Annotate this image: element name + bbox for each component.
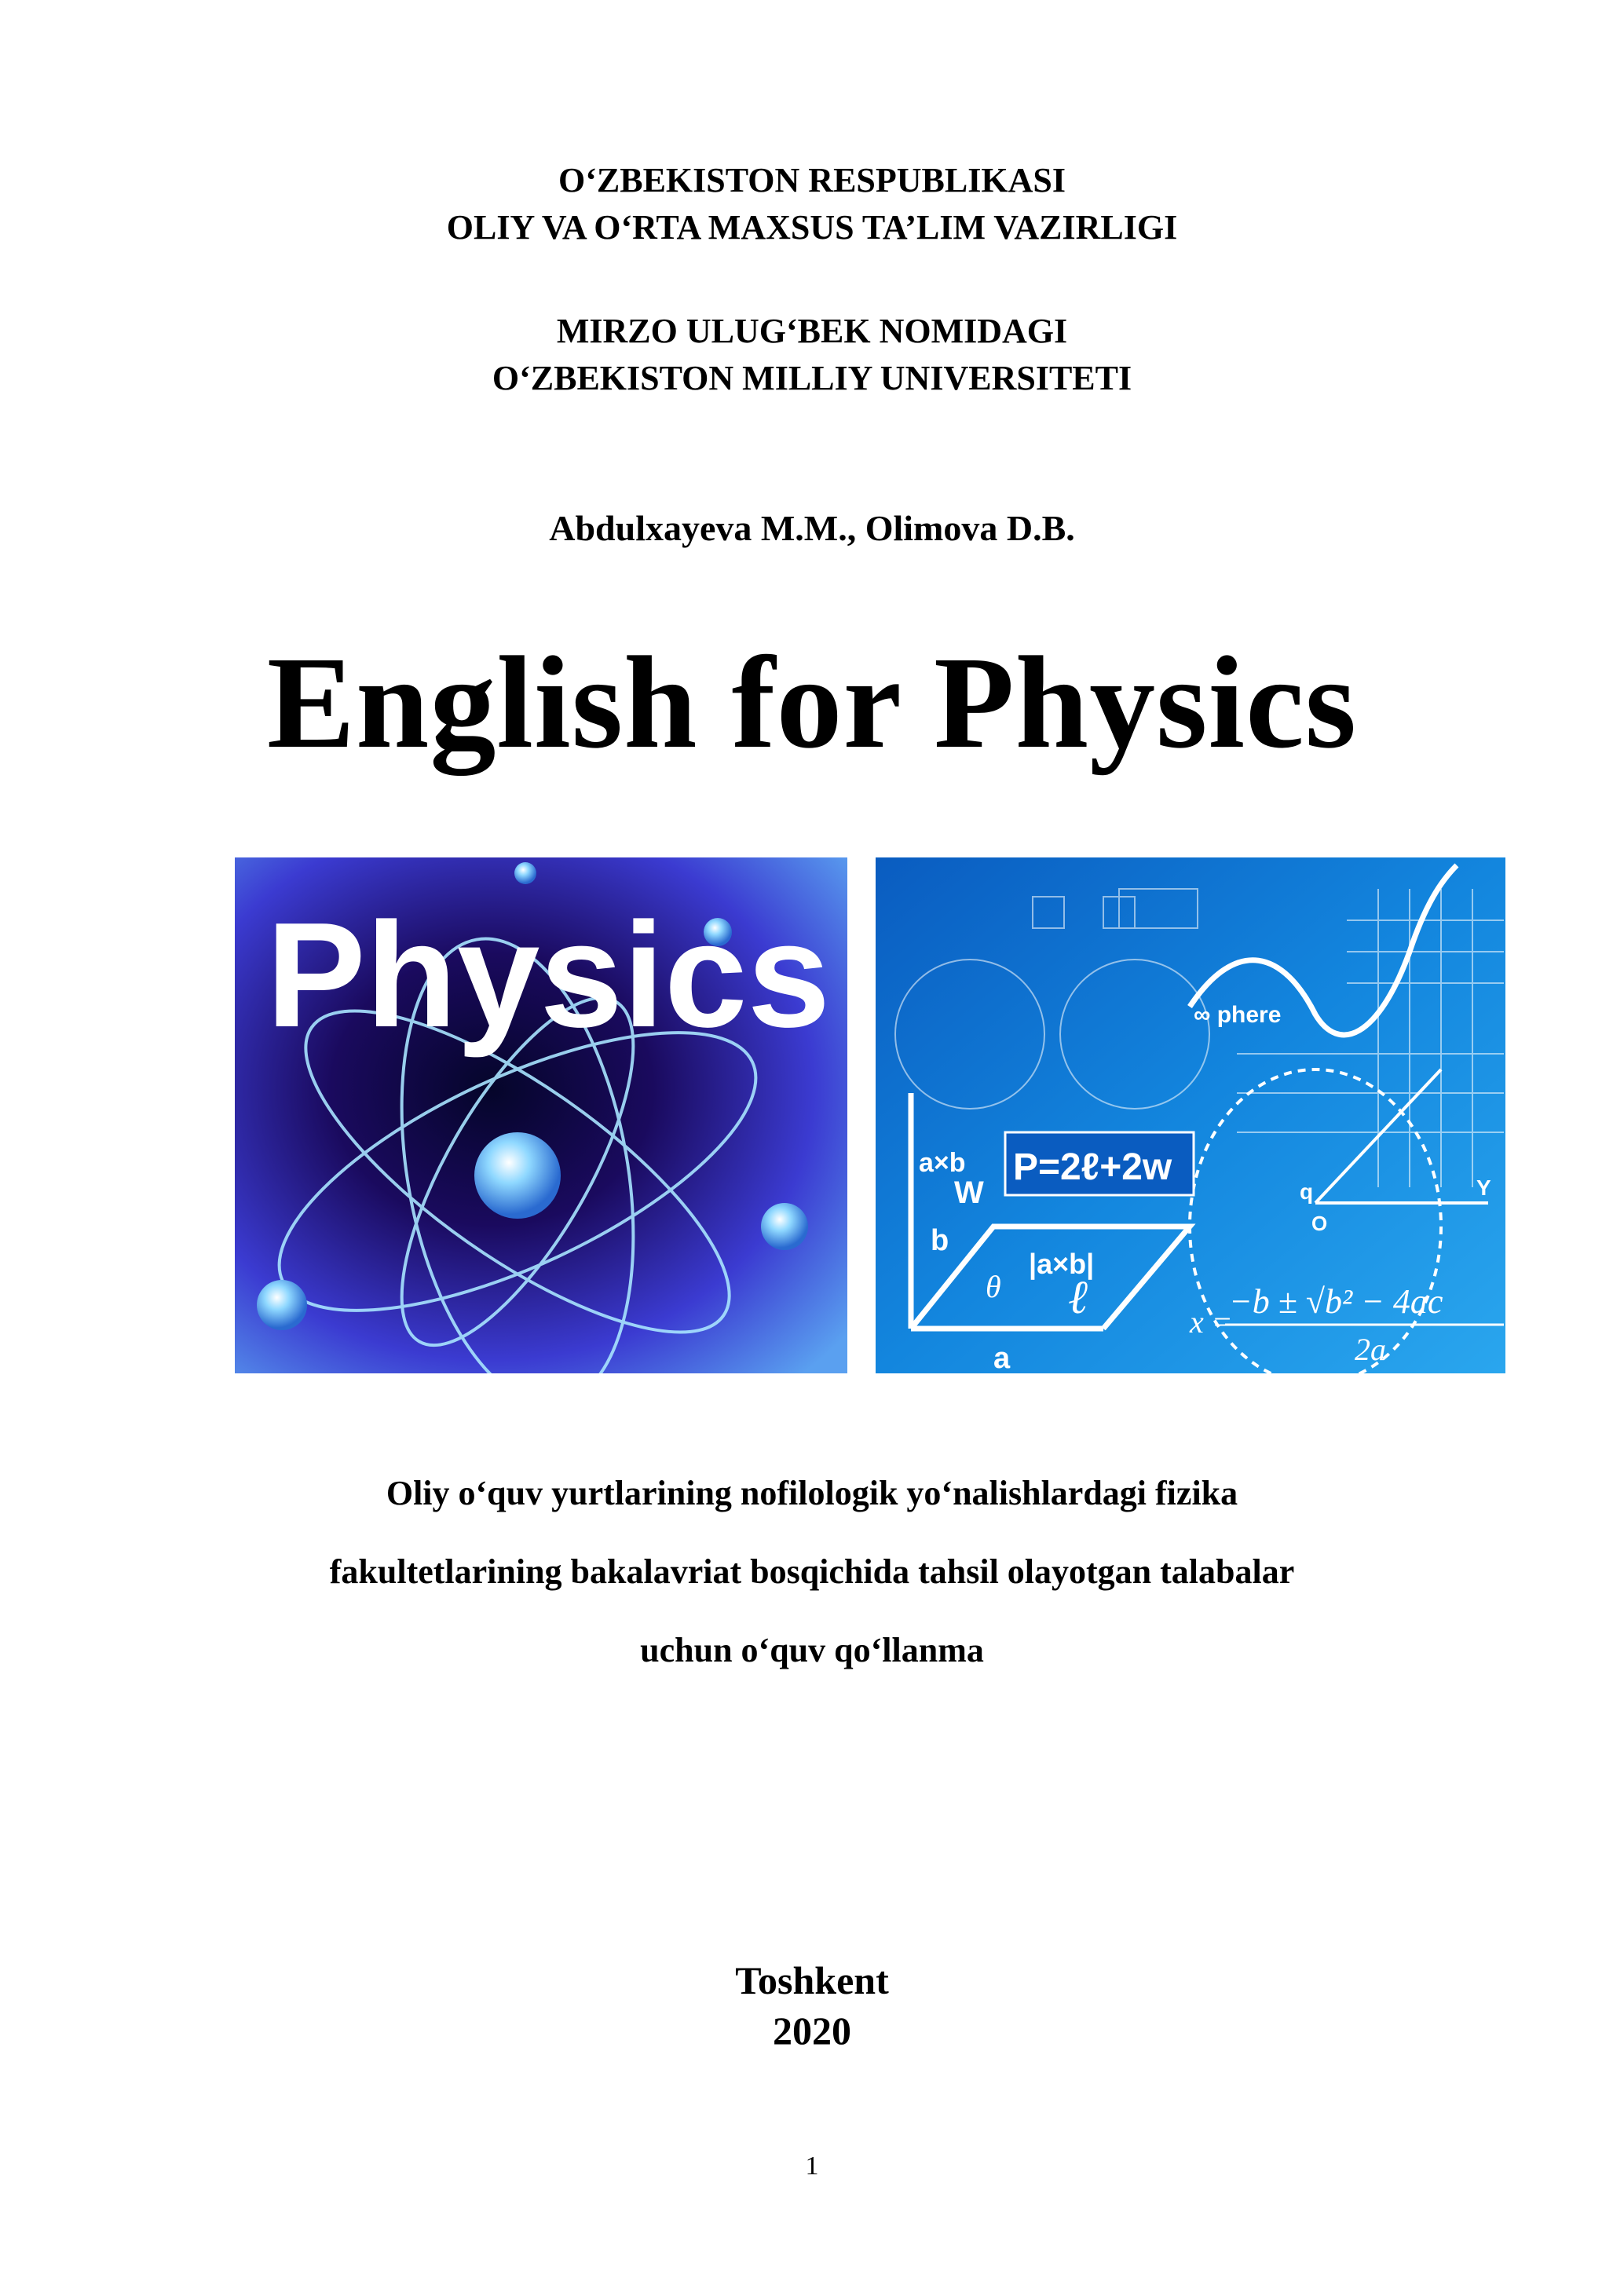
label-a: a xyxy=(993,1342,1011,1373)
header-country: O‘ZBEKISTON RESPUBLIKASI xyxy=(558,161,1066,199)
description-line-1: Oliy o‘quv yurtlarining nofilologik yo‘nalishlardagi fizika xyxy=(386,1474,1238,1512)
physics-word: Physics xyxy=(266,892,831,1058)
formula-quadratic-numerator: −b ± √b² − 4ac xyxy=(1229,1282,1443,1321)
year: 2020 xyxy=(773,2009,851,2053)
label-theta: θ xyxy=(986,1269,1001,1304)
city: Toshkent xyxy=(735,1958,889,2002)
label-sphere: ∞ phere xyxy=(1194,1002,1282,1028)
label-x: x = xyxy=(1190,1304,1233,1340)
label-b: b xyxy=(931,1224,949,1257)
header-named-after: MIRZO ULUG‘BEK NOMIDAGI xyxy=(556,312,1068,350)
header-ministry: OLIY VA O‘RTA MAXSUS TA’LIM VAZIRLIGI xyxy=(446,208,1178,247)
label-axb: a×b xyxy=(919,1148,966,1178)
label-o: O xyxy=(1311,1212,1328,1235)
header-university: O‘ZBEKISTON MILLIY UNIVERSITETI xyxy=(492,359,1132,397)
electron-icon xyxy=(761,1203,808,1250)
physics-illustration-left xyxy=(235,857,847,1373)
physics-illustration-right xyxy=(876,857,1505,1373)
formula-quadratic-denominator: 2a xyxy=(1355,1332,1386,1367)
book-title: English for Physics xyxy=(266,630,1358,776)
ministry-header xyxy=(0,157,1624,251)
label-w: W xyxy=(954,1175,984,1210)
formula-perimeter: P=2ℓ+2w xyxy=(1013,1146,1172,1188)
page-number: 1 xyxy=(805,2152,819,2181)
label-q: q xyxy=(1300,1179,1314,1204)
label-cross: |a×b| xyxy=(1029,1248,1095,1280)
book-description xyxy=(0,1454,1624,1690)
label-y: Y xyxy=(1476,1175,1491,1200)
publication-info xyxy=(0,1955,1624,2056)
electron-icon xyxy=(257,1280,307,1330)
university-header xyxy=(0,308,1624,402)
label-l: ℓ xyxy=(1068,1271,1088,1323)
nucleus-icon xyxy=(474,1132,561,1219)
description-line-2: fakultetlarining bakalavriat bosqichida tahsil olayotgan talabalar xyxy=(329,1552,1295,1591)
authors: Abdulxayeva M.M., Olimova D.B. xyxy=(549,508,1075,548)
electron-icon xyxy=(514,862,536,884)
description-line-3: uchun o‘quv qo‘llanma xyxy=(640,1631,984,1669)
